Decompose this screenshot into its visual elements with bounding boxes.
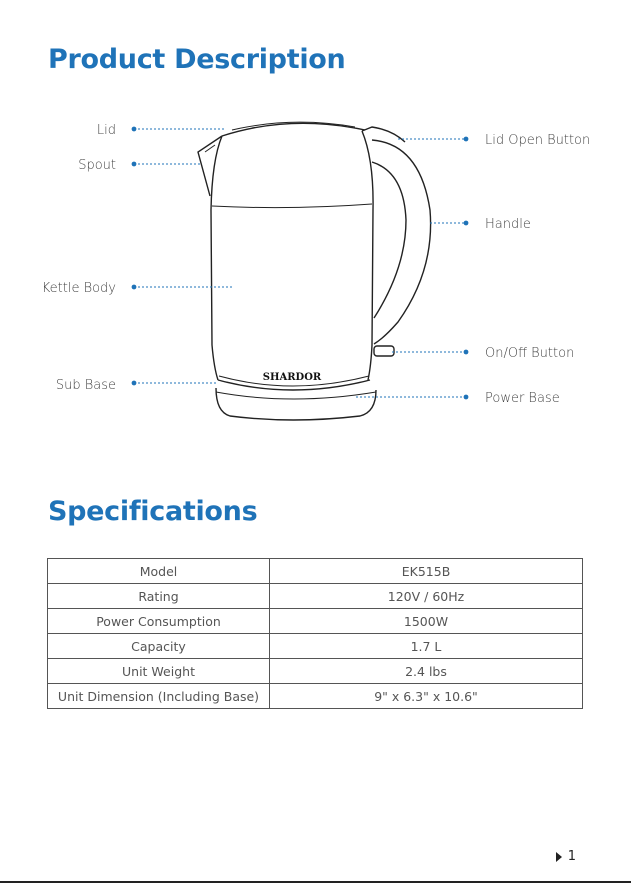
label-power-base: Power Base [485,391,560,406]
on-off-button-dot [464,350,469,355]
specifications-table [47,558,583,709]
lid-dot [132,127,137,132]
spec-value: 1500W [270,609,583,634]
table-row [48,584,583,609]
spec-key: Unit Weight [48,659,270,684]
spec-key: Rating [48,584,270,609]
specifications-heading: Specifications [48,496,258,527]
spec-value: 2.4 lbs [270,659,583,684]
table-row [48,609,583,634]
spec-key: Power Consumption [48,609,270,634]
product-description-heading: Product Description [48,44,346,75]
spec-value: EK515B [270,559,583,584]
kettle-diagram [0,100,631,440]
handle-dot [464,221,469,226]
label-on-off-button: On/Off Button [485,346,575,361]
page-arrow-icon [556,852,562,862]
label-lid-open-button: Lid Open Button [485,133,591,148]
page-number-text: 1 [567,849,576,864]
label-spout: Spout [78,158,116,173]
spec-value: 120V / 60Hz [270,584,583,609]
power-base-dot [464,395,469,400]
kettle-body-dot [132,285,137,290]
table-row [48,559,583,584]
brand-logo: SHARDOR [262,372,322,383]
spout-dot [132,162,137,167]
label-sub-base: Sub Base [55,378,116,393]
table-row [48,684,583,709]
page-number [556,849,576,864]
spec-value: 1.7 L [270,634,583,659]
sub-base-dot [132,381,137,386]
spec-key: Model [48,559,270,584]
label-lid: Lid [96,123,116,138]
lid-open-button-dot [464,137,469,142]
spec-key: Unit Dimension (Including Base) [48,684,270,709]
spec-value: 9" x 6.3" x 10.6" [270,684,583,709]
label-handle: Handle [485,217,531,232]
table-row [48,659,583,684]
label-kettle-body: Kettle Body [41,281,116,296]
spec-key: Capacity [48,634,270,659]
table-row [48,634,583,659]
